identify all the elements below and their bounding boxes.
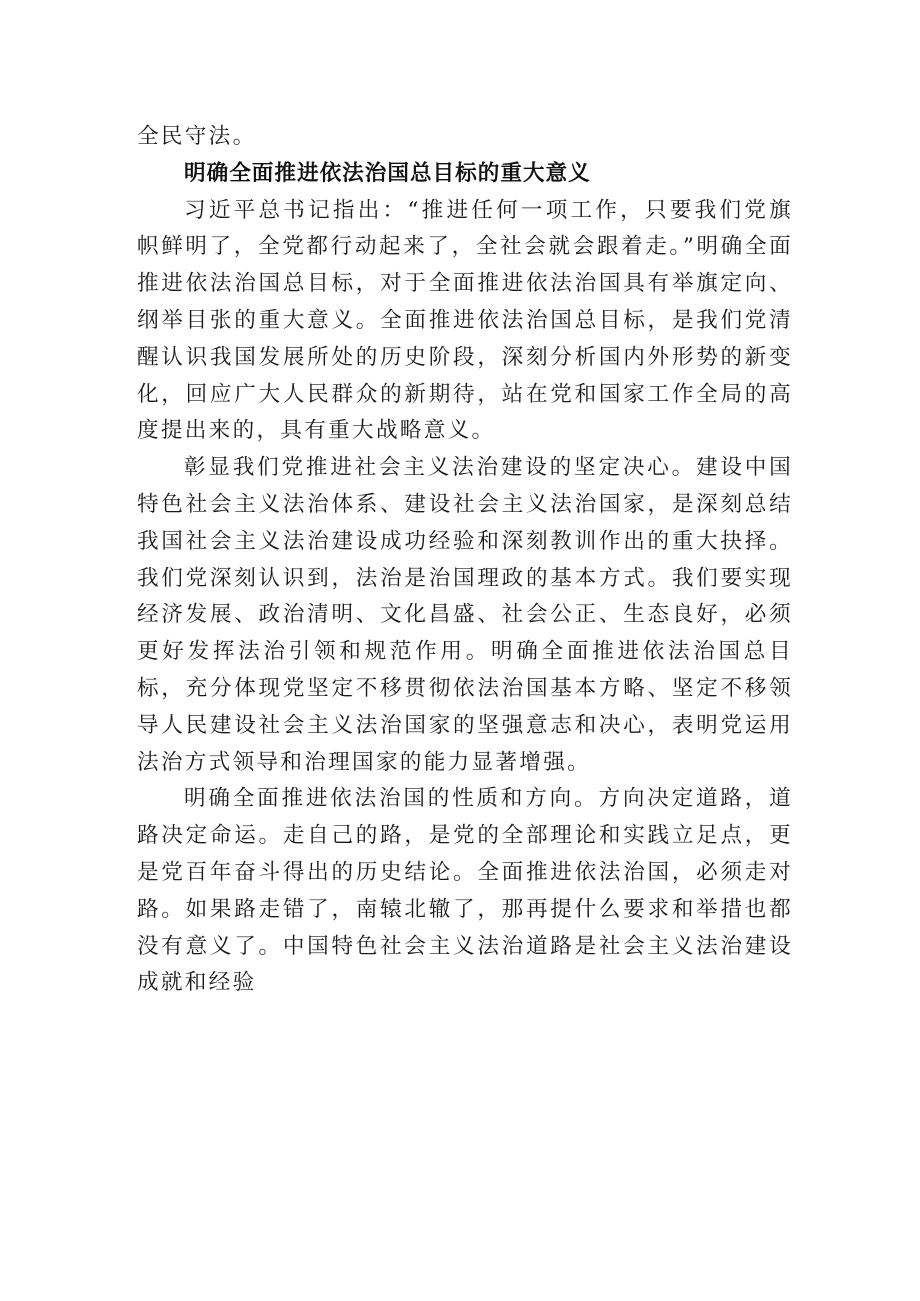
paragraph-2: 彰显我们党推进社会主义法治建设的坚定决心。建设中国特色社会主义法治体系、建设社会主义法治国家，是深刻总结我国社会主义法治建设成功经验和深刻教训作出的重大抉择。我们党深刻认识到，法治是治国理政的基本方式。我们要实现经济发展、政治清明、文化昌盛、社会公正、生态良好，必须更好发挥法治引领和规范作用。明确全面推进依法治国总目标，充分体现党坚定不移贯彻依法治国基本方略、坚定不移领导人民建设社会主义法治国家的坚强意志和决心，表明党运用法治方式领导和治理国家的能力显著增强。 — [137, 455, 793, 775]
section-heading: 明确全面推进依法治国总目标的重大意义 — [184, 160, 591, 186]
paragraph-1: 习近平总书记指出：“推进任何一项工作，只要我们党旗帜鲜明了，全党都行动起来了，全社会就会跟着走。”明确全面推进依法治国总目标，对于全面推进依法治国具有举旗定向、纲举目张的重大意义。全面推进依法治国总目标，是我们党清醒认识我国发展所处的历史阶段，深刻分析国内外形势的新变化，回应广大人民群众的新期待，站在党和国家工作全局的高度提出来的，具有重大战略意义。 — [137, 197, 793, 444]
paragraph-3: 明确全面推进依法治国的性质和方向。方向决定道路，道路决定命运。走自己的路，是党的全部理论和实践立足点，更是党百年奋斗得出的历史结论。全面推进依法治国，必须走对路。如果路走错了，南辕北辙了，那再提什么要求和举措也都没有意义了。中国特色社会主义法治道路是社会主义法治建设成就和经验 — [137, 786, 793, 996]
document-body — [137, 119, 793, 1002]
lead-line: 全民守法。 — [137, 124, 257, 149]
